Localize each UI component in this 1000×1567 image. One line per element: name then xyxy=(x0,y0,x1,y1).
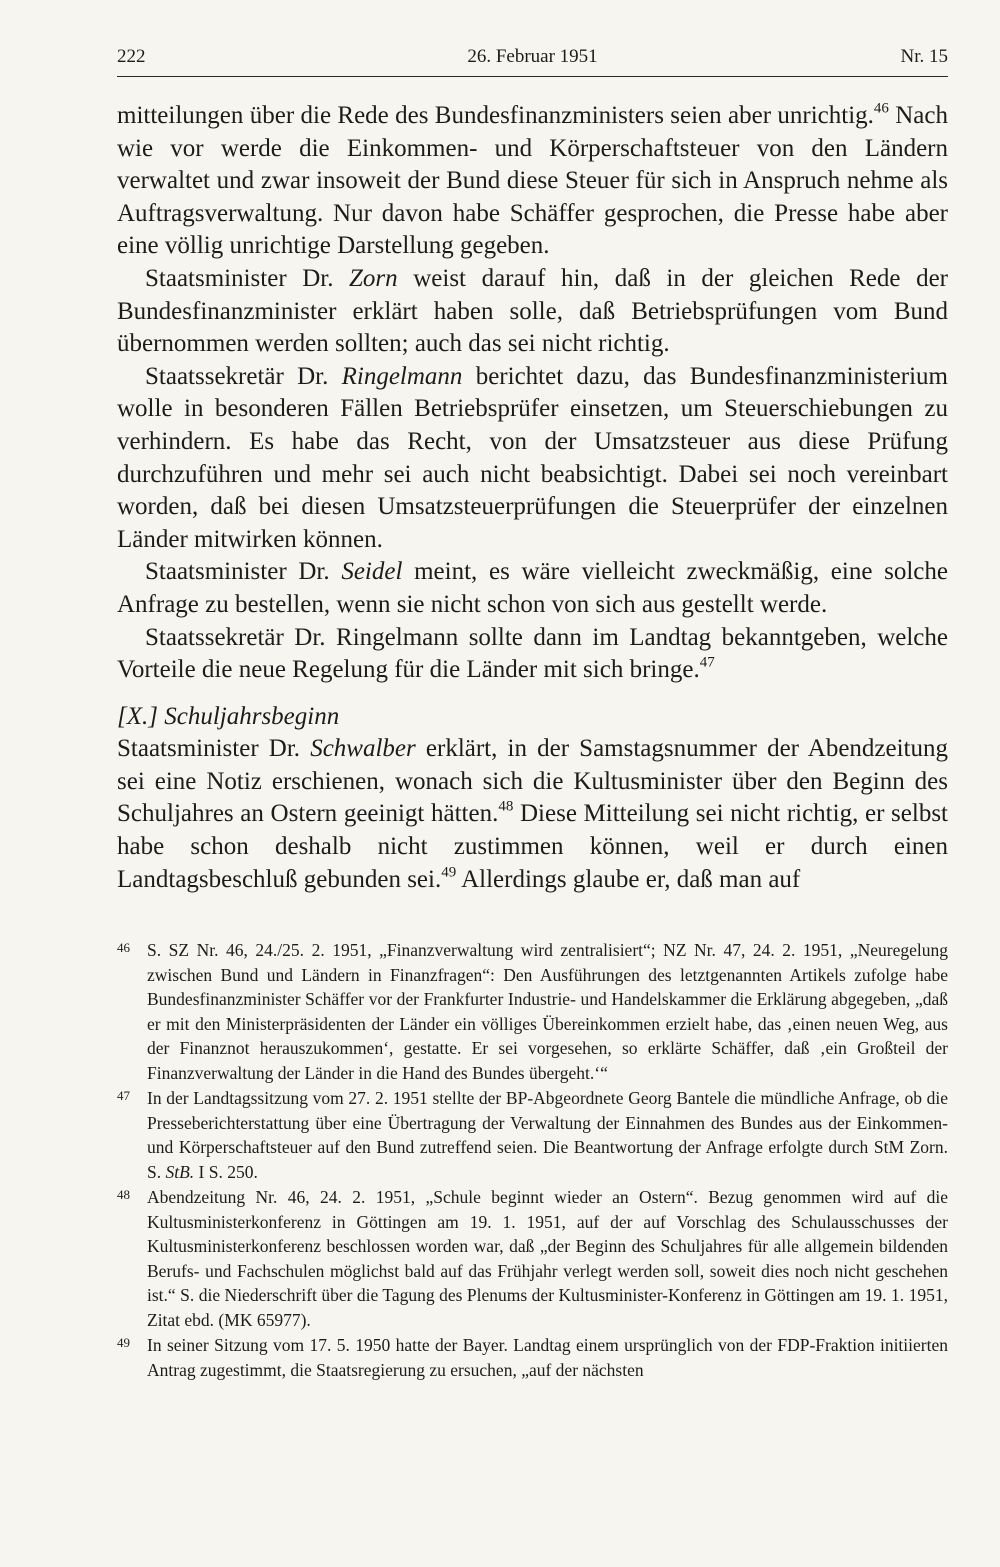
footnote-47: 47 In der Landtagssitzung vom 27. 2. 1951 stellte der BP-Abgeordnete Georg Bantele die mündliche Anfrage, ob die Presseberichterstattung über eine Übertragung der Verwaltung der Einnahmen des Bundes aus der Einkommen- und Körperschaftsteuer auf den Bund zutreffend seien. Die Beantwortung der Anfrage erfolgte durch StM Zorn. S. StB. I S. 250. xyxy=(117,1086,948,1184)
paragraph-2: Staatsminister Dr. Zorn weist darauf hin, daß in der gleichen Rede der Bundesfinanzminister erklärt haben solle, daß Betriebsprüfungen vom Bund übernommen werden sollten; auch das sei nicht richtig. xyxy=(117,264,948,358)
running-header xyxy=(117,44,948,77)
footnote-number: 48 xyxy=(117,1187,130,1202)
paragraph-5: Staatssekretär Dr. Ringelmann sollte dann im Landtag bekanntgeben, welche Vorteile die neue Regelung für die Länder mit sich bringe.$^{47}$ xyxy=(117,623,948,684)
footnote-ref-49[interactable]: 49 xyxy=(441,864,457,881)
paragraph-4: Staatsminister Dr. Seidel meint, es wäre vielleicht zweckmäßig, eine solche Anfrage zu bestellen, wenn sie nicht schon von sich aus gestellt werde. xyxy=(117,558,949,618)
page-number: 222 xyxy=(117,46,146,67)
paragraph-3: Staatssekretär Dr. Ringelmann berichtet dazu, das Bundesfinanzministerium wolle in besonderen Fällen Betriebsprüfer einsetzen, um Steuerschiebungen zu verhindern. Es habe das Recht, von der Umsatzsteuer aus diese Prüfung durchzuführen und mehr sei auch nicht beabsichtigt. Dabei sei noch vereinbart worden, daß bei diesen Umsatzsteuerprüfungen die Steuerprüfer der einzelnen Länder mitwirken können. xyxy=(117,362,948,553)
footnote-number: 47 xyxy=(117,1088,130,1103)
footnotes xyxy=(117,938,948,1383)
footnote-number: 46 xyxy=(117,940,130,955)
paragraph-6: Staatsminister Dr. Schwalber erklärt, in der Samstagsnummer der Abendzeitung sei eine Notiz erschienen, wonach sich die Kultusminister über den Beginn des Schuljahres an Ostern geeinigt hätten.$^{48}$ Diese Mitteilung sei nicht richtig, er selbst habe schon deshalb nicht zustimmen können, weil er durch einen Landtagsbeschluß gebunden sei.$^{49}$ Allerdings glaube er, daß man auf xyxy=(117,735,949,893)
footnote-ref-48[interactable]: 48 xyxy=(498,798,514,815)
speaker-name: Ringelmann xyxy=(341,362,463,390)
speaker-name: Zorn xyxy=(349,264,398,292)
footnote-number: 49 xyxy=(117,1335,130,1350)
main-text xyxy=(117,100,948,896)
footnote-46: 46 S. SZ Nr. 46, 24./25. 2. 1951, „Finanzverwaltung wird zentralisiert“; NZ Nr. 47, 24. 2. 1951, „Neuregelung zwischen Bund und Ländern in Finanzfragen“: Den Ausführungen des letztgenannten Artikels zufolge habe Bundesfinanzminister Schäffer vor der Frankfurter Industrie- und Handelskammer die Erklärung abgegeben, „daß er mit den Ministerpräsidenten der Länder ein völliges Übereinkommen erzielt habe, das ‚einen neuen Weg, aus der Finanznot herauszukommen‘, gestatte. Er sei vorgesehen, so erklärte Schäffer, daß ‚ein Großteil der Finanzverwaltung der Länder in die Hand des Bundes übergeht.‘“ xyxy=(117,938,948,1085)
section-heading: [X.] Schuljahrsbeginn xyxy=(117,702,340,730)
speaker-name: Seidel xyxy=(341,558,403,586)
issue-number: Nr. 15 xyxy=(900,46,948,67)
speaker-name: Schwalber xyxy=(310,735,416,763)
footnote-48: 48 Abendzeitung Nr. 46, 24. 2. 1951, „Schule beginnt wieder an Ostern“. Bezug genommen wird auf die Kultusministerkonferenz in Göttingen am 19. 1. 1951, auf der auf Vorschlag des Schulausschusses der Kultusministerkonferenz beschlossen worden war, daß „der Beginn des Schuljahres für alle allgemein bildenden Berufs- und Fachschulen möglichst bald auf das Frühjahr verlegt werden soll, soweit dies noch nicht geschehen ist.“ S. die Niederschrift über die Tagung des Plenums der Kultusminister-Konferenz in Göttingen am 19. 1. 1951, Zitat ebd. (MK 65977). xyxy=(117,1185,948,1332)
footnote-ref-47[interactable]: 47 xyxy=(699,654,715,671)
header-date: 26. Februar 1951 xyxy=(467,46,598,67)
footnote-ref-46[interactable]: 46 xyxy=(873,100,889,117)
paragraph-1: mitteilungen über die Rede des Bundesfinanzministers seien aber unrichtig.$^{46}$ Nach wie vor werde die Einkommen- und Körperschaftsteuer von den Ländern verwaltet und zwar insoweit der Bund diese Steuer für sich in Anspruch nehme als Auftragsverwaltung. Nur davon habe Schäffer gesprochen, die Presse habe aber eine völlig unrichtige Darstellung gegeben. xyxy=(117,100,948,260)
footnote-49: 49 In seiner Sitzung vom 17. 5. 1950 hatte der Bayer. Landtag einem ursprünglich von der FDP-Fraktion initiierten Antrag zugestimmt, die Staatsregierung zu ersuchen, „auf der nächsten xyxy=(117,1333,948,1382)
